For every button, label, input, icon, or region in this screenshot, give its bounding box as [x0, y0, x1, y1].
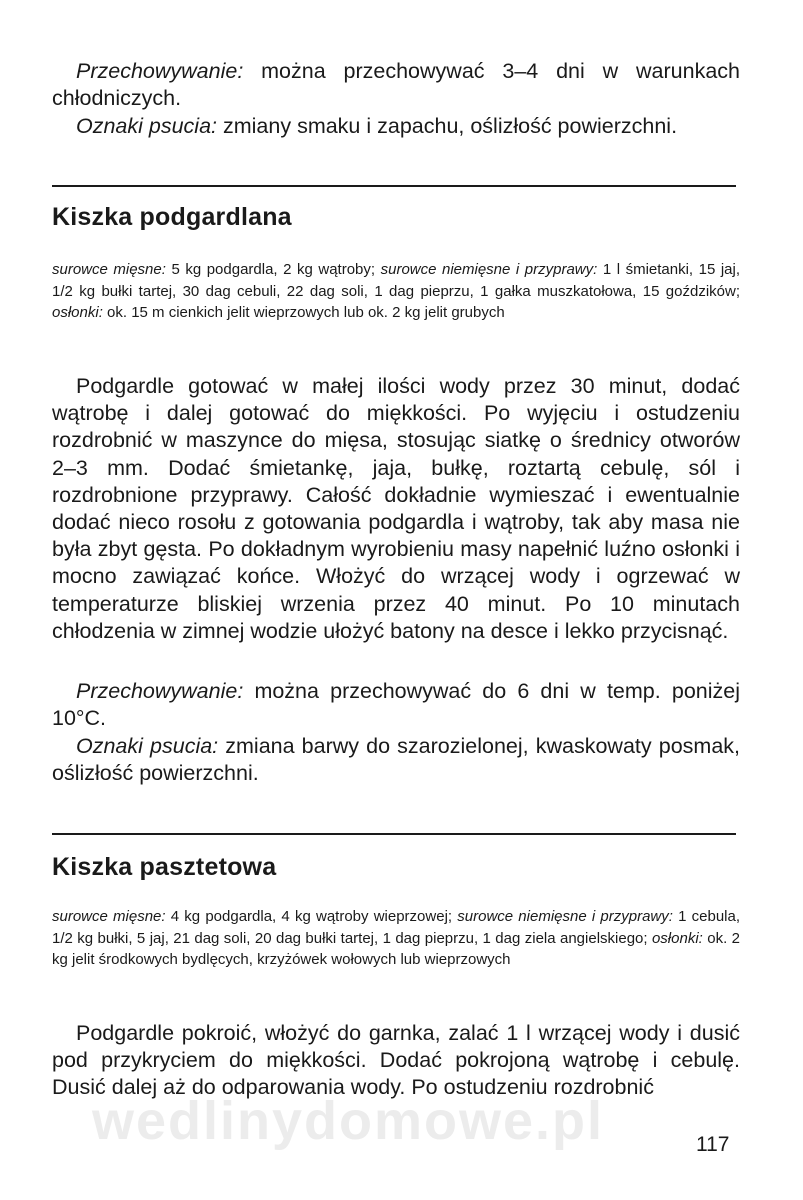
section-divider [52, 833, 736, 835]
spoilage-label: Oznaki psucia: [76, 114, 218, 138]
storage-paragraph [52, 678, 740, 732]
spoilage-paragraph-top [52, 113, 740, 140]
meat-label: surowce mięsne: [52, 908, 166, 925]
method-paragraph: Podgardle gotować w małej ilości wody przez 30 minut, dodać wątrobę i dalej gotować do miękkości. Po wyjęciu i ostudzeniu rozdrobnić w maszynce do mięsa, stosując siatkę o średnicy otworów 2–3 mm. Dodać śmietankę, jaja, bułkę, roztartą cebulę, sól i rozdrobnione przyprawy. Całość dokładnie wymieszać i ewentualnie dodać nieco rosołu z gotowania podgardla i wątroby, tak aby masa nie była zbyt gęsta. Po dokładnym wyrobieniu masy napełnić luźno osłonki i mocno zawiązać końce. Włożyć do wrzącej wody i ogrzewać w temperaturze bliskiej wrzenia przez 40 minut. Po 10 minutach chłodzenia w zimnej wodzie ułożyć batony na desce i lekko przycisnąć. [52, 374, 740, 643]
meat-text: 5 kg podgardla, 2 kg wątroby; [165, 261, 381, 278]
spoilage-text: zmiany smaku i zapachu, oślizłość powierzchni. [217, 114, 678, 138]
watermark: wedlinydomowe.pl [92, 1091, 605, 1151]
storage-text: można przechowywać do 6 dni w temp. poniżej 10°C. [52, 679, 740, 731]
page-number: 117 [696, 1133, 730, 1156]
ingredients-block [52, 906, 740, 971]
meat-text: 4 kg podgardla, 4 kg wątroby wieprzowej; [165, 908, 458, 925]
casing-text: ok. 2 kg jelit środkowych bydlęcych, krzyżówek wołowych lub wieprzowych [52, 929, 740, 968]
method-paragraph: Podgardle pokroić, włożyć do garnka, zalać 1 l wrzącej wody i dusić pod przykryciem do miękkości. Dodać pokrojoną wątrobę i cebulę. Dusić dalej aż do odparowania wody. Po ostudzeniu rozdrobnić [52, 1021, 740, 1100]
recipe-title: Kiszka pasztetowa [52, 853, 277, 881]
spoilage-paragraph [52, 733, 740, 787]
storage-label: Przechowywanie: [76, 679, 244, 703]
storage-paragraph-top [52, 58, 740, 112]
storage-text: można przechowywać 3–4 dni w warunkach chłodniczych. [52, 59, 740, 111]
meat-label: surowce mięsne: [52, 261, 166, 278]
nonmeat-text: 1 l śmietanki, 15 jaj, 1/2 kg bułki tartej, 30 dag cebuli, 22 dag soli, 1 dag pieprzu, 1 gałka muszkatołowa, 15 goździków; [52, 261, 741, 300]
nonmeat-text: 1 cebula, 1/2 kg bułki, 5 jaj, 21 dag soli, 20 dag bułki tartej, 1 dag pieprzu, 1 dag ziela angielskiego; [52, 908, 741, 947]
storage-label: Przechowywanie: [76, 59, 244, 83]
casing-label: osłonki: [52, 304, 103, 321]
spoilage-label: Oznaki psucia: [76, 734, 219, 758]
casing-text: ok. 15 m cienkich jelit wieprzowych lub ok. 2 kg jelit grubych [102, 304, 505, 321]
casing-label: osłonki: [651, 929, 703, 947]
section-divider [52, 185, 736, 187]
ingredients-block [52, 259, 740, 324]
nonmeat-label: surowce niemięsne i przyprawy: [380, 261, 598, 278]
recipe-title: Kiszka podgardlana [52, 203, 292, 231]
nonmeat-label: surowce niemięsne i przyprawy: [457, 908, 673, 925]
spoilage-text: zmiana barwy do szarozielonej, kwaskowaty posmak, oślizłość powierzchni. [52, 734, 740, 786]
